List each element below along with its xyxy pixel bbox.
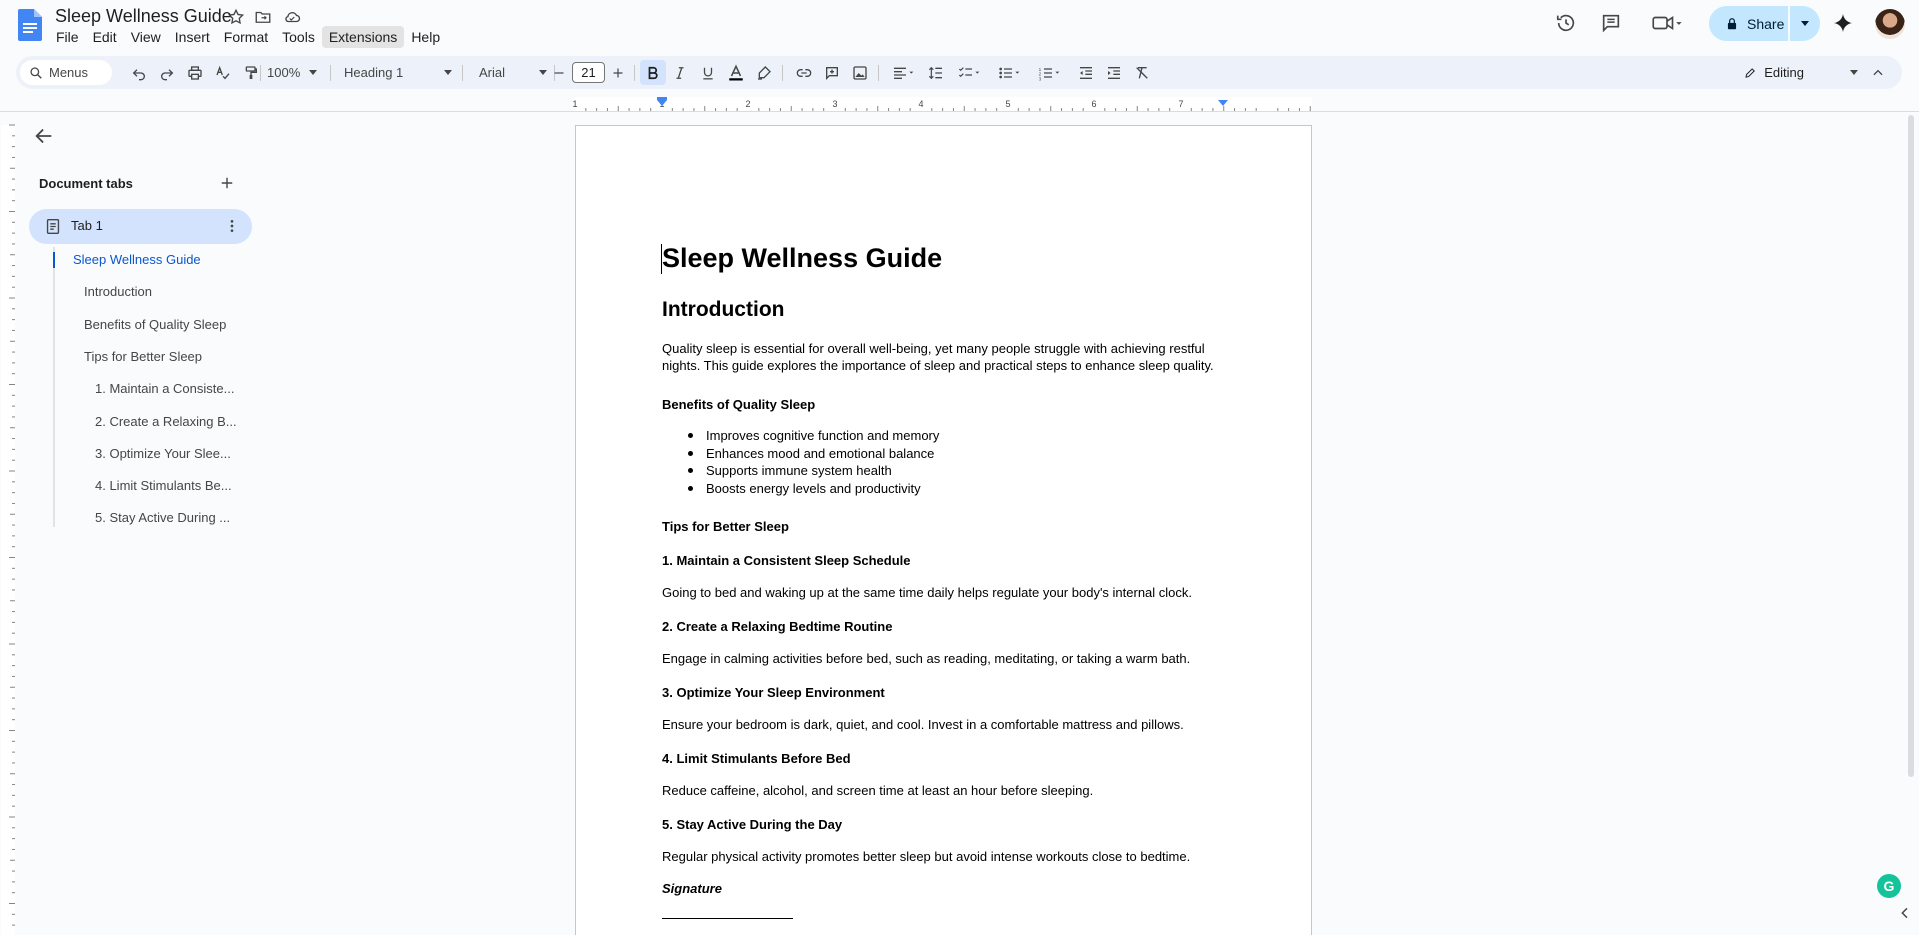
signature-label[interactable]: Signature bbox=[662, 881, 722, 896]
outline-item-tip-1[interactable]: 1. Maintain a Consiste... bbox=[95, 381, 235, 396]
tip-5-body[interactable]: Regular physical activity promotes better sleep but avoid intense workouts close to bedtime. bbox=[662, 849, 1191, 864]
menu-help[interactable]: Help bbox=[411, 29, 441, 45]
add-tab-icon[interactable] bbox=[220, 176, 234, 190]
editing-mode-select[interactable] bbox=[1728, 60, 1858, 85]
version-history-icon[interactable] bbox=[1553, 10, 1579, 36]
outline-item-tip-5[interactable]: 5. Stay Active During ... bbox=[95, 510, 231, 525]
outline-item-tip-4[interactable]: 4. Limit Stimulants Be... bbox=[95, 478, 232, 493]
document-page[interactable] bbox=[575, 125, 1312, 935]
checklist-icon[interactable] bbox=[952, 60, 988, 85]
italic-icon[interactable] bbox=[668, 60, 692, 85]
gemini-sparkle-icon[interactable] bbox=[1830, 10, 1856, 36]
bullet-item[interactable]: Enhances mood and emotional balance bbox=[706, 446, 935, 461]
menu-format[interactable]: Format bbox=[223, 29, 269, 45]
insert-image-icon[interactable] bbox=[848, 60, 872, 85]
ruler-label: 5 bbox=[1005, 99, 1011, 109]
hide-menus-icon[interactable] bbox=[1866, 60, 1890, 85]
tip-1-body[interactable]: Going to bed and waking up at the same time daily helps regulate your body's internal clock. bbox=[662, 585, 1193, 600]
spellcheck-icon[interactable] bbox=[211, 60, 235, 85]
increase-font-size-icon[interactable] bbox=[608, 60, 628, 85]
zoom-select[interactable] bbox=[263, 60, 321, 85]
vertical-scrollbar[interactable] bbox=[1908, 115, 1914, 777]
menu-edit[interactable]: Edit bbox=[92, 29, 117, 45]
bullet-item[interactable]: Improves cognitive function and memory bbox=[706, 428, 940, 443]
meet-icon[interactable] bbox=[1647, 10, 1687, 36]
font-size-input[interactable]: 21 bbox=[572, 62, 605, 83]
outline-item-tip-2[interactable]: 2. Create a Relaxing B... bbox=[95, 414, 237, 429]
menu-tools[interactable]: Tools bbox=[282, 29, 315, 45]
intro-heading[interactable]: Introduction bbox=[662, 298, 785, 321]
editing-mode-label: Editing bbox=[1764, 65, 1804, 80]
tab-label: Tab 1 bbox=[71, 218, 103, 233]
print-icon[interactable] bbox=[183, 60, 207, 85]
chevron-down-icon bbox=[444, 70, 452, 75]
tip-4-heading[interactable]: 4. Limit Stimulants Before Bed bbox=[662, 751, 851, 766]
highlight-color-icon[interactable] bbox=[752, 60, 776, 85]
decrease-font-size-icon[interactable] bbox=[549, 60, 569, 85]
ruler-label: 7 bbox=[1178, 99, 1184, 109]
align-left-icon[interactable] bbox=[886, 60, 922, 85]
outline-item-benefits[interactable]: Benefits of Quality Sleep bbox=[84, 317, 227, 332]
menu-view[interactable]: View bbox=[130, 29, 161, 45]
back-arrow-icon[interactable] bbox=[33, 125, 55, 147]
document-title[interactable]: Sleep Wellness Guide bbox=[55, 6, 232, 26]
menu-extensions[interactable]: Extensions bbox=[322, 26, 404, 48]
paragraph-style-value: Heading 1 bbox=[344, 65, 404, 80]
document-tabs-header: Document tabs bbox=[39, 176, 133, 191]
numbered-list-icon[interactable] bbox=[1032, 60, 1068, 85]
move-folder-icon[interactable] bbox=[254, 8, 272, 26]
chevron-down-icon bbox=[1850, 70, 1858, 75]
outline-item-title[interactable]: Sleep Wellness Guide bbox=[73, 252, 201, 267]
ruler-label: 1 bbox=[572, 99, 578, 109]
doc-title-heading[interactable]: Sleep Wellness Guide bbox=[662, 243, 943, 273]
menu-insert[interactable]: Insert bbox=[174, 29, 210, 45]
underline-icon[interactable] bbox=[696, 60, 720, 85]
cloud-saved-icon[interactable] bbox=[283, 8, 301, 26]
tip-1-heading[interactable]: 1. Maintain a Consistent Sleep Schedule bbox=[662, 553, 911, 568]
tip-3-heading[interactable]: 3. Optimize Your Sleep Environment bbox=[662, 685, 885, 700]
bulleted-list-icon[interactable] bbox=[992, 60, 1028, 85]
ruler-label: 3 bbox=[832, 99, 838, 109]
bullet-item[interactable]: Boosts energy levels and productivity bbox=[706, 481, 921, 496]
vertical-ruler[interactable] bbox=[0, 112, 16, 935]
ruler-label: 2 bbox=[745, 99, 751, 109]
outline-item-tip-3[interactable]: 3. Optimize Your Slee... bbox=[95, 446, 231, 461]
svg-text:2: 2 bbox=[1038, 71, 1042, 77]
bullet-item[interactable]: Supports immune system health bbox=[706, 463, 892, 478]
tip-5-heading[interactable]: 5. Stay Active During the Day bbox=[662, 817, 843, 832]
tip-2-heading[interactable]: 2. Create a Relaxing Bedtime Routine bbox=[662, 619, 893, 634]
intro-paragraph-line-2[interactable]: nights. This guide explores the importance of sleep and practical steps to enhance sleep quality. bbox=[662, 358, 1214, 373]
intro-paragraph-line-1[interactable]: Quality sleep is essential for overall well-being, yet many people struggle with achieving restful bbox=[662, 341, 1205, 356]
tip-4-body[interactable]: Reduce caffeine, alcohol, and screen time at least an hour before sleeping. bbox=[662, 783, 1094, 798]
menu-file[interactable]: File bbox=[56, 29, 79, 45]
outline-item-tips[interactable]: Tips for Better Sleep bbox=[84, 349, 203, 364]
tip-3-body[interactable]: Ensure your bedroom is dark, quiet, and cool. Invest in a comfortable mattress and pillows. bbox=[662, 717, 1184, 732]
horizontal-ruler[interactable] bbox=[0, 96, 1919, 112]
lock-icon bbox=[1725, 17, 1739, 31]
zoom-value: 100% bbox=[267, 65, 301, 80]
svg-text:3: 3 bbox=[1038, 75, 1042, 81]
chevron-down-icon bbox=[309, 70, 317, 75]
menu-bar bbox=[49, 26, 447, 48]
outline-item-introduction[interactable]: Introduction bbox=[84, 284, 152, 299]
increase-indent-icon[interactable] bbox=[1102, 60, 1126, 85]
share-group bbox=[1709, 6, 1820, 41]
undo-icon[interactable] bbox=[127, 60, 151, 85]
formatting-toolbar bbox=[16, 56, 1902, 89]
clear-formatting-icon[interactable] bbox=[1130, 60, 1154, 85]
search-menus-input[interactable] bbox=[20, 60, 112, 85]
line-spacing-icon[interactable] bbox=[924, 60, 948, 85]
account-avatar[interactable] bbox=[1875, 9, 1905, 39]
title-bar bbox=[0, 0, 1919, 48]
share-label: Share bbox=[1747, 15, 1785, 32]
search-menus-label: Menus bbox=[49, 65, 89, 80]
chevron-down-icon bbox=[1801, 21, 1809, 26]
ruler-label: 6 bbox=[1091, 99, 1097, 109]
star-icon[interactable] bbox=[227, 8, 245, 26]
signature-line bbox=[662, 918, 793, 919]
font-family-value: Arial bbox=[479, 65, 506, 80]
paragraph-style-select[interactable] bbox=[340, 60, 456, 85]
chevron-left-icon[interactable] bbox=[1897, 905, 1919, 927]
tab-1[interactable] bbox=[29, 209, 252, 244]
decrease-indent-icon[interactable] bbox=[1074, 60, 1098, 85]
text-color-icon[interactable] bbox=[724, 60, 748, 85]
search-icon bbox=[29, 66, 43, 80]
font-family-select[interactable] bbox=[459, 60, 551, 85]
share-options-button[interactable] bbox=[1790, 6, 1820, 41]
grammarly-icon[interactable]: G bbox=[1877, 874, 1901, 898]
more-vert-icon[interactable] bbox=[224, 218, 240, 234]
benefits-heading[interactable]: Benefits of Quality Sleep bbox=[662, 397, 816, 412]
share-button[interactable] bbox=[1709, 6, 1788, 41]
tips-heading[interactable]: Tips for Better Sleep bbox=[662, 519, 789, 534]
outline-active-indicator bbox=[53, 252, 55, 268]
comments-icon[interactable] bbox=[1598, 10, 1624, 36]
pencil-icon bbox=[1744, 66, 1756, 80]
chevron-down-icon bbox=[539, 70, 547, 75]
outline-track bbox=[53, 247, 55, 527]
ruler-label: 4 bbox=[918, 99, 924, 109]
add-comment-icon[interactable] bbox=[820, 60, 844, 85]
bold-icon[interactable] bbox=[640, 60, 666, 85]
redo-icon[interactable] bbox=[155, 60, 179, 85]
docs-logo-icon[interactable] bbox=[18, 9, 42, 41]
document-icon bbox=[46, 219, 60, 234]
tip-2-body[interactable]: Engage in calming activities before bed, such as reading, meditating, or taking a warm bath. bbox=[662, 651, 1191, 666]
insert-link-icon[interactable] bbox=[792, 60, 816, 85]
svg-text:1: 1 bbox=[1038, 66, 1042, 72]
